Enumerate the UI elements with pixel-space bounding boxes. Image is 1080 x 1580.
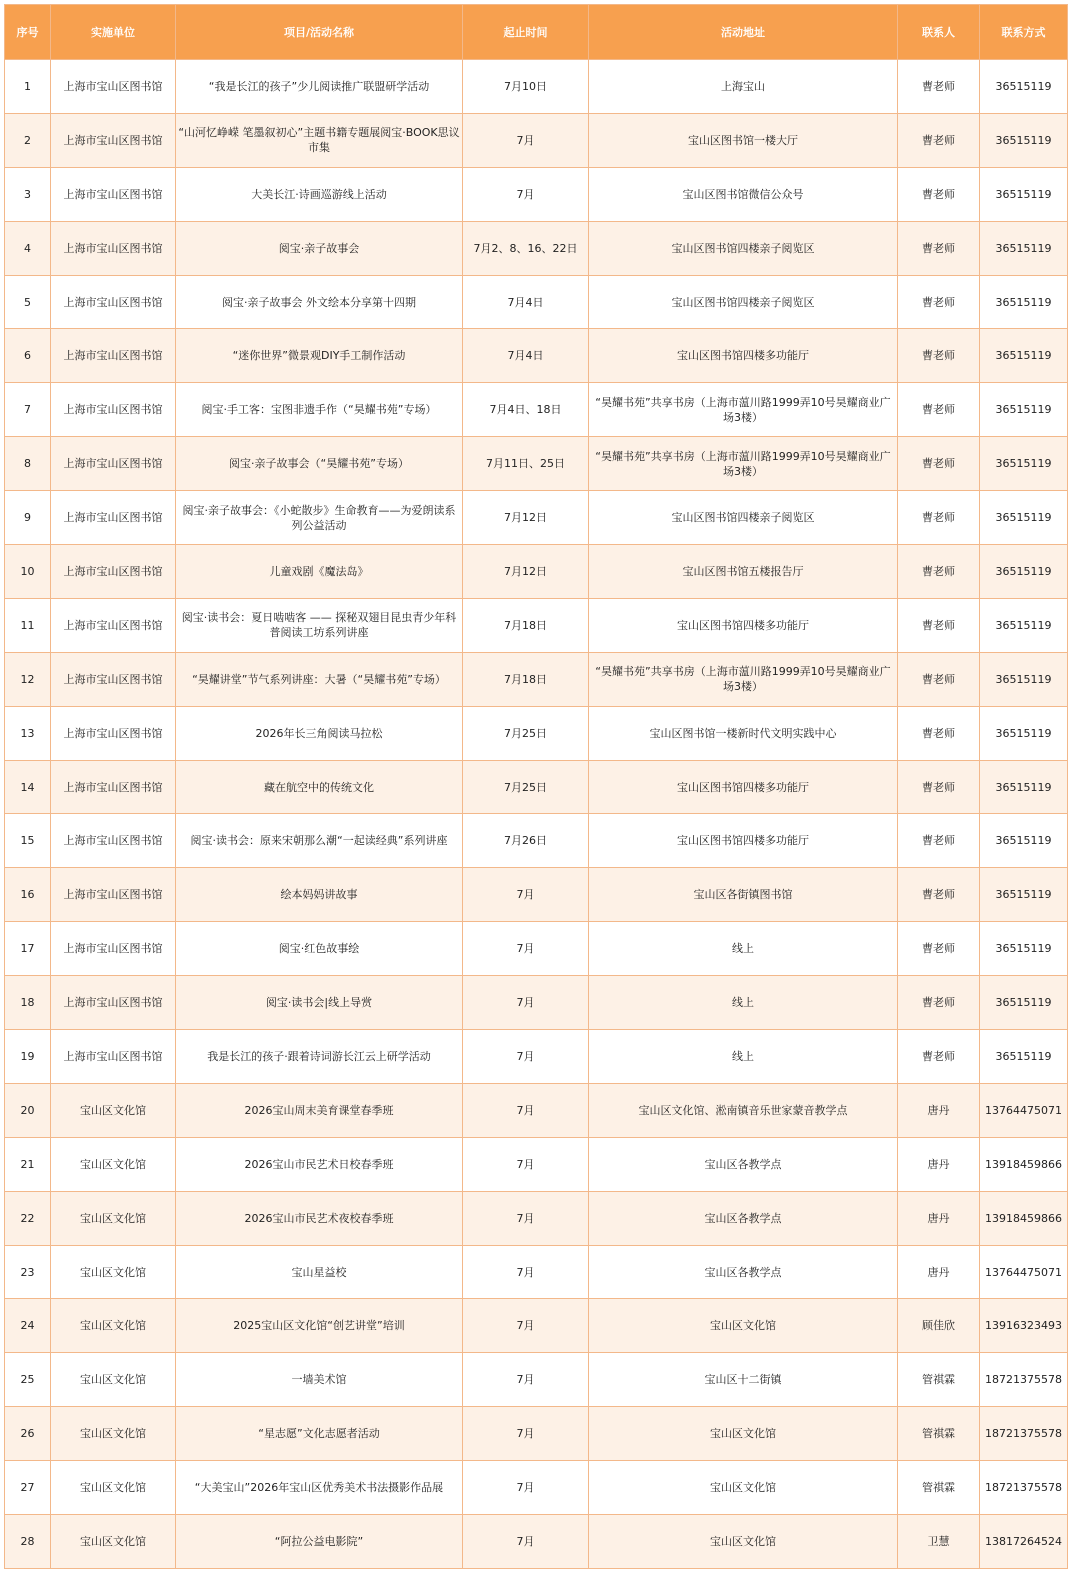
cell-organizer: 上海市宝山区图书馆 [51,113,176,167]
cell-activity-name: 2026宝山市民艺术日校春季班 [176,1137,463,1191]
table-header [5,5,1068,60]
cell-address: 宝山区文化馆 [589,1461,898,1515]
cell-contact-phone: 36515119 [980,329,1068,383]
table-row [5,167,1068,221]
header-contact-phone: 联系方式 [980,5,1068,60]
cell-index: 11 [5,598,51,652]
cell-organizer: 上海市宝山区图书馆 [51,598,176,652]
cell-contact-phone: 36515119 [980,760,1068,814]
cell-organizer: 上海市宝山区图书馆 [51,760,176,814]
cell-contact-person: 曹老师 [898,275,980,329]
cell-address: “昊耀书苑”共享书房（上海市蕰川路1999弄10号昊耀商业广场3楼） [589,652,898,706]
cell-contact-person: 曹老师 [898,437,980,491]
cell-organizer: 上海市宝山区图书馆 [51,652,176,706]
cell-contact-phone: 13764475071 [980,1245,1068,1299]
cell-index: 1 [5,60,51,114]
cell-index: 13 [5,706,51,760]
cell-activity-name: 儿童戏剧《魔法岛》 [176,545,463,599]
cell-address: 宝山区文化馆 [589,1515,898,1569]
cell-organizer: 宝山区文化馆 [51,1461,176,1515]
cell-index: 12 [5,652,51,706]
cell-address: 宝山区各教学点 [589,1191,898,1245]
cell-time: 7月 [463,922,589,976]
cell-activity-name: 2026宝山周末美育课堂春季班 [176,1083,463,1137]
table-row [5,275,1068,329]
table-row [5,113,1068,167]
cell-contact-person: 唐丹 [898,1137,980,1191]
cell-address: 宝山区各教学点 [589,1245,898,1299]
cell-address: 宝山区图书馆四楼亲子阅览区 [589,221,898,275]
header-contact-person: 联系人 [898,5,980,60]
cell-contact-person: 唐丹 [898,1245,980,1299]
header-index: 序号 [5,5,51,60]
cell-organizer: 宝山区文化馆 [51,1515,176,1569]
cell-contact-phone: 36515119 [980,383,1068,437]
cell-address: “昊耀书苑”共享书房（上海市蕰川路1999弄10号昊耀商业广场3楼） [589,383,898,437]
cell-activity-name: 阅宝·亲子故事会 [176,221,463,275]
cell-contact-person: 曹老师 [898,167,980,221]
cell-time: 7月 [463,113,589,167]
cell-index: 25 [5,1353,51,1407]
cell-time: 7月11日、25日 [463,437,589,491]
cell-address: 宝山区文化馆 [589,1407,898,1461]
cell-activity-name: 2026年长三角阅读马拉松 [176,706,463,760]
table-row [5,1407,1068,1461]
cell-address: 宝山区图书馆四楼亲子阅览区 [589,275,898,329]
cell-activity-name: “迷你世界”微景观DIY手工制作活动 [176,329,463,383]
cell-organizer: 上海市宝山区图书馆 [51,275,176,329]
cell-contact-phone: 36515119 [980,491,1068,545]
cell-organizer: 上海市宝山区图书馆 [51,814,176,868]
cell-organizer: 宝山区文化馆 [51,1245,176,1299]
cell-organizer: 上海市宝山区图书馆 [51,922,176,976]
cell-contact-person: 曹老师 [898,760,980,814]
cell-time: 7月 [463,1353,589,1407]
table-row [5,60,1068,114]
table-body [5,60,1068,1569]
cell-organizer: 上海市宝山区图书馆 [51,437,176,491]
cell-activity-name: 阅宝·亲子故事会 外文绘本分享第十四期 [176,275,463,329]
activity-table-wrapper [4,4,1067,1569]
cell-contact-phone: 13918459866 [980,1191,1068,1245]
cell-activity-name: 阅宝·红色故事绘 [176,922,463,976]
cell-organizer: 宝山区文化馆 [51,1137,176,1191]
cell-index: 19 [5,1030,51,1084]
table-row [5,1353,1068,1407]
cell-contact-phone: 36515119 [980,1030,1068,1084]
cell-time: 7月18日 [463,652,589,706]
table-row [5,760,1068,814]
cell-address: 宝山区图书馆四楼亲子阅览区 [589,491,898,545]
cell-organizer: 宝山区文化馆 [51,1353,176,1407]
cell-organizer: 上海市宝山区图书馆 [51,1030,176,1084]
cell-time: 7月10日 [463,60,589,114]
cell-contact-person: 卫慧 [898,1515,980,1569]
cell-index: 9 [5,491,51,545]
table-row [5,1137,1068,1191]
cell-contact-person: 唐丹 [898,1083,980,1137]
cell-index: 4 [5,221,51,275]
cell-activity-name: “昊耀讲堂”节气系列讲座：大暑（“昊耀书苑”专场） [176,652,463,706]
cell-time: 7月26日 [463,814,589,868]
cell-contact-phone: 36515119 [980,706,1068,760]
cell-time: 7月 [463,1191,589,1245]
cell-time: 7月 [463,1030,589,1084]
cell-activity-name: “大美宝山”2026年宝山区优秀美术书法摄影作品展 [176,1461,463,1515]
table-row [5,329,1068,383]
cell-activity-name: 阅宝·亲子故事会：《小蛇散步》生命教育——为爱朗读系列公益活动 [176,491,463,545]
cell-address: 宝山区各街镇图书馆 [589,868,898,922]
cell-time: 7月 [463,1137,589,1191]
cell-contact-person: 曹老师 [898,598,980,652]
cell-time: 7月 [463,868,589,922]
table-row [5,652,1068,706]
cell-address: 宝山区文化馆、淞南镇音乐世家蒙音教学点 [589,1083,898,1137]
cell-index: 10 [5,545,51,599]
cell-activity-name: 藏在航空中的传统文化 [176,760,463,814]
cell-time: 7月12日 [463,491,589,545]
cell-contact-phone: 18721375578 [980,1461,1068,1515]
activity-table [4,4,1068,1569]
cell-index: 16 [5,868,51,922]
table-row [5,491,1068,545]
cell-contact-phone: 36515119 [980,598,1068,652]
cell-index: 14 [5,760,51,814]
cell-contact-phone: 36515119 [980,868,1068,922]
cell-address: 宝山区图书馆四楼多功能厅 [589,814,898,868]
cell-organizer: 上海市宝山区图书馆 [51,167,176,221]
cell-activity-name: “阿拉公益电影院” [176,1515,463,1569]
cell-time: 7月 [463,1299,589,1353]
cell-contact-phone: 36515119 [980,652,1068,706]
cell-address: 宝山区图书馆五楼报告厅 [589,545,898,599]
cell-index: 24 [5,1299,51,1353]
cell-organizer: 上海市宝山区图书馆 [51,60,176,114]
cell-organizer: 上海市宝山区图书馆 [51,976,176,1030]
cell-contact-person: 唐丹 [898,1191,980,1245]
header-activity-name: 项目/活动名称 [176,5,463,60]
table-row [5,922,1068,976]
cell-contact-phone: 13918459866 [980,1137,1068,1191]
cell-activity-name: 阅宝·读书会：原来宋朝那么潮“一起读经典”系列讲座 [176,814,463,868]
cell-contact-person: 曹老师 [898,221,980,275]
cell-contact-phone: 18721375578 [980,1353,1068,1407]
table-row [5,706,1068,760]
cell-contact-phone: 13817264524 [980,1515,1068,1569]
cell-activity-name: 一墙美术馆 [176,1353,463,1407]
cell-contact-person: 曹老师 [898,113,980,167]
cell-time: 7月 [463,167,589,221]
cell-time: 7月 [463,1245,589,1299]
cell-contact-person: 曹老师 [898,814,980,868]
cell-time: 7月 [463,1461,589,1515]
cell-contact-person: 曹老师 [898,706,980,760]
cell-contact-phone: 36515119 [980,113,1068,167]
table-row [5,814,1068,868]
table-row [5,1299,1068,1353]
cell-index: 18 [5,976,51,1030]
table-row [5,1030,1068,1084]
cell-time: 7月4日 [463,275,589,329]
table-row [5,437,1068,491]
cell-activity-name: 大美长江·诗画巡游线上活动 [176,167,463,221]
cell-activity-name: “我是长江的孩子”少儿阅读推广联盟研学活动 [176,60,463,114]
table-row [5,868,1068,922]
header-address: 活动地址 [589,5,898,60]
cell-contact-person: 曹老师 [898,383,980,437]
cell-index: 7 [5,383,51,437]
cell-contact-phone: 36515119 [980,221,1068,275]
cell-contact-person: 管祺霖 [898,1407,980,1461]
table-row [5,1461,1068,1515]
cell-contact-person: 曹老师 [898,60,980,114]
table-row [5,1245,1068,1299]
cell-time: 7月18日 [463,598,589,652]
cell-activity-name: “星志愿”文化志愿者活动 [176,1407,463,1461]
cell-index: 6 [5,329,51,383]
cell-time: 7月 [463,976,589,1030]
cell-time: 7月25日 [463,760,589,814]
cell-organizer: 宝山区文化馆 [51,1191,176,1245]
cell-address: 线上 [589,1030,898,1084]
cell-organizer: 宝山区文化馆 [51,1299,176,1353]
cell-time: 7月4日 [463,329,589,383]
cell-organizer: 上海市宝山区图书馆 [51,868,176,922]
cell-contact-person: 曹老师 [898,652,980,706]
cell-activity-name: 2025宝山区文化馆“创艺讲堂”培训 [176,1299,463,1353]
cell-activity-name: 阅宝·读书会：夏日啮啮客 —— 探秘双翅目昆虫青少年科普阅读工坊系列讲座 [176,598,463,652]
cell-address: 宝山区十二街镇 [589,1353,898,1407]
cell-contact-phone: 36515119 [980,922,1068,976]
cell-address: 线上 [589,922,898,976]
table-row [5,1191,1068,1245]
cell-contact-person: 管祺霖 [898,1461,980,1515]
cell-organizer: 宝山区文化馆 [51,1083,176,1137]
cell-address: 宝山区各教学点 [589,1137,898,1191]
cell-organizer: 宝山区文化馆 [51,1407,176,1461]
cell-contact-person: 曹老师 [898,922,980,976]
cell-contact-person: 曹老师 [898,329,980,383]
cell-address: 宝山区图书馆四楼多功能厅 [589,598,898,652]
cell-index: 26 [5,1407,51,1461]
cell-contact-person: 曹老师 [898,545,980,599]
cell-index: 2 [5,113,51,167]
table-row [5,545,1068,599]
cell-organizer: 上海市宝山区图书馆 [51,491,176,545]
cell-activity-name: 我是长江的孩子·跟着诗词游长江云上研学活动 [176,1030,463,1084]
cell-index: 23 [5,1245,51,1299]
cell-contact-person: 曹老师 [898,868,980,922]
header-row [5,5,1068,60]
cell-time: 7月2、8、16、22日 [463,221,589,275]
cell-activity-name: 2026宝山市民艺术夜校春季班 [176,1191,463,1245]
table-row [5,221,1068,275]
cell-activity-name: 阅宝·亲子故事会（“昊耀书苑”专场） [176,437,463,491]
cell-contact-phone: 36515119 [980,60,1068,114]
cell-contact-phone: 36515119 [980,275,1068,329]
table-row [5,598,1068,652]
cell-index: 27 [5,1461,51,1515]
cell-time: 7月25日 [463,706,589,760]
cell-address: 线上 [589,976,898,1030]
cell-activity-name: 宝山星益校 [176,1245,463,1299]
cell-contact-phone: 13764475071 [980,1083,1068,1137]
cell-contact-phone: 18721375578 [980,1407,1068,1461]
cell-address: 宝山区图书馆一楼大厅 [589,113,898,167]
table-row [5,383,1068,437]
cell-contact-phone: 36515119 [980,814,1068,868]
header-organizer: 实施单位 [51,5,176,60]
cell-organizer: 上海市宝山区图书馆 [51,706,176,760]
cell-organizer: 上海市宝山区图书馆 [51,329,176,383]
cell-index: 28 [5,1515,51,1569]
cell-index: 21 [5,1137,51,1191]
cell-organizer: 上海市宝山区图书馆 [51,383,176,437]
cell-address: 宝山区图书馆四楼多功能厅 [589,329,898,383]
cell-contact-phone: 36515119 [980,167,1068,221]
cell-contact-phone: 13916323493 [980,1299,1068,1353]
table-row [5,976,1068,1030]
cell-contact-person: 曹老师 [898,976,980,1030]
cell-address: “昊耀书苑”共享书房（上海市蕰川路1999弄10号昊耀商业广场3楼） [589,437,898,491]
cell-address: 宝山区图书馆微信公众号 [589,167,898,221]
cell-contact-person: 曹老师 [898,491,980,545]
cell-time: 7月 [463,1515,589,1569]
cell-index: 22 [5,1191,51,1245]
cell-time: 7月4日、18日 [463,383,589,437]
cell-time: 7月12日 [463,545,589,599]
cell-address: 宝山区图书馆一楼新时代文明实践中心 [589,706,898,760]
cell-index: 15 [5,814,51,868]
cell-activity-name: 阅宝·读书会|线上导赏 [176,976,463,1030]
cell-contact-person: 曹老师 [898,1030,980,1084]
cell-index: 17 [5,922,51,976]
cell-address: 宝山区图书馆四楼多功能厅 [589,760,898,814]
cell-address: 上海宝山 [589,60,898,114]
cell-organizer: 上海市宝山区图书馆 [51,545,176,599]
cell-address: 宝山区文化馆 [589,1299,898,1353]
cell-activity-name: 阅宝·手工客：宝图非遗手作（“昊耀书苑”专场） [176,383,463,437]
cell-activity-name: 绘本妈妈讲故事 [176,868,463,922]
header-time: 起止时间 [463,5,589,60]
cell-contact-person: 顾佳欣 [898,1299,980,1353]
cell-contact-phone: 36515119 [980,545,1068,599]
cell-index: 8 [5,437,51,491]
cell-time: 7月 [463,1407,589,1461]
cell-time: 7月 [463,1083,589,1137]
table-row [5,1083,1068,1137]
table-row [5,1515,1068,1569]
cell-contact-phone: 36515119 [980,976,1068,1030]
cell-index: 3 [5,167,51,221]
cell-activity-name: “山河忆峥嵘 笔墨叙初心”主题书籍专题展阅宝·BOOK思议市集 [176,113,463,167]
cell-index: 20 [5,1083,51,1137]
cell-organizer: 上海市宝山区图书馆 [51,221,176,275]
cell-contact-person: 管祺霖 [898,1353,980,1407]
cell-contact-phone: 36515119 [980,437,1068,491]
cell-index: 5 [5,275,51,329]
